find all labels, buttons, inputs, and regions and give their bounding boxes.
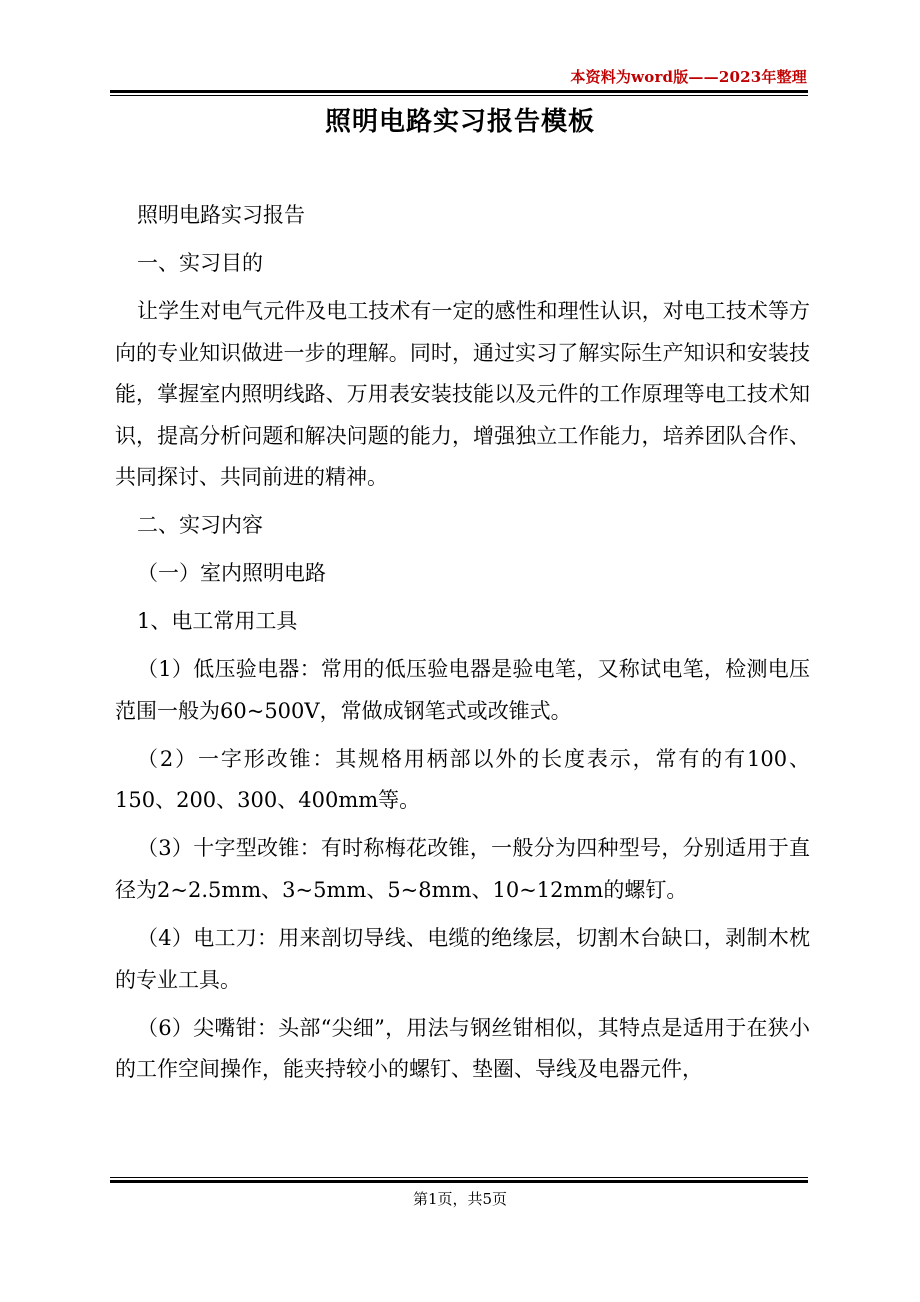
section-heading-content: 二、实习内容 <box>137 513 263 538</box>
paragraph-report-heading: 照明电路实习报告 <box>137 203 305 227</box>
paragraph-electrician-knife: （4）电工刀：用来剖切导线、电缆的绝缘层，切割木台缺口，剥制木枕的专业工具。 <box>115 926 810 992</box>
subsection-heading-indoor-lighting: （一）室内照明电路 <box>137 561 326 586</box>
document-body <box>115 195 810 1097</box>
header-note: 本资料为word版——2023年整理 <box>570 68 807 86</box>
document-title: 照明电路实习报告模板 <box>324 107 595 137</box>
paragraph-cross-screwdriver: （3）十字型改锥：有时称梅花改锥，一般分为四种型号，分别适用于直径为2~2.5mm、3~5mm、5~8mm、10~12mm的螺钉。 <box>115 836 810 903</box>
item-heading-common-tools: 1、电工常用工具 <box>137 609 298 634</box>
paragraph-flat-screwdriver: （2）一字形改锥：其规格用柄部以外的长度表示，常有的有100、150、200、300、400mm等。 <box>115 746 810 813</box>
footer-rule <box>110 1180 808 1183</box>
page-number: 第1页，共5页 <box>412 1190 508 1208</box>
paragraph-needle-nose-pliers: （6）尖嘴钳：头部“尖细”，用法与钢丝钳相似，其特点是适用于在狭小的工作空间操作，能夹持较小的螺钉、垫圈、导线及电器元件， <box>115 1015 810 1082</box>
footer-rule-thin <box>110 1177 808 1178</box>
header-rule-thin <box>110 95 808 96</box>
paragraph-voltage-tester: （1）低压验电器：常用的低压验电器是验电笔，又称试电笔，检测电压范围一般为60~500V，常做成钢笔式或改锥式。 <box>115 657 810 723</box>
paragraph-purpose: 让学生对电气元件及电工技术有一定的感性和理性认识，对电工技术等方向的专业知识做进一步的理解。同时，通过实习了解实际生产知识和安装技能，掌握室内照明线路、万用表安装技能以及元件的工作原理等电工技术知识，提高分析问题和解决问题的能力，增强独立工作能力，培养团队合作、共同探讨、共同前进的精神。 <box>115 298 810 490</box>
header-rule <box>110 90 808 93</box>
section-heading-purpose: 一、实习目的 <box>137 250 263 275</box>
